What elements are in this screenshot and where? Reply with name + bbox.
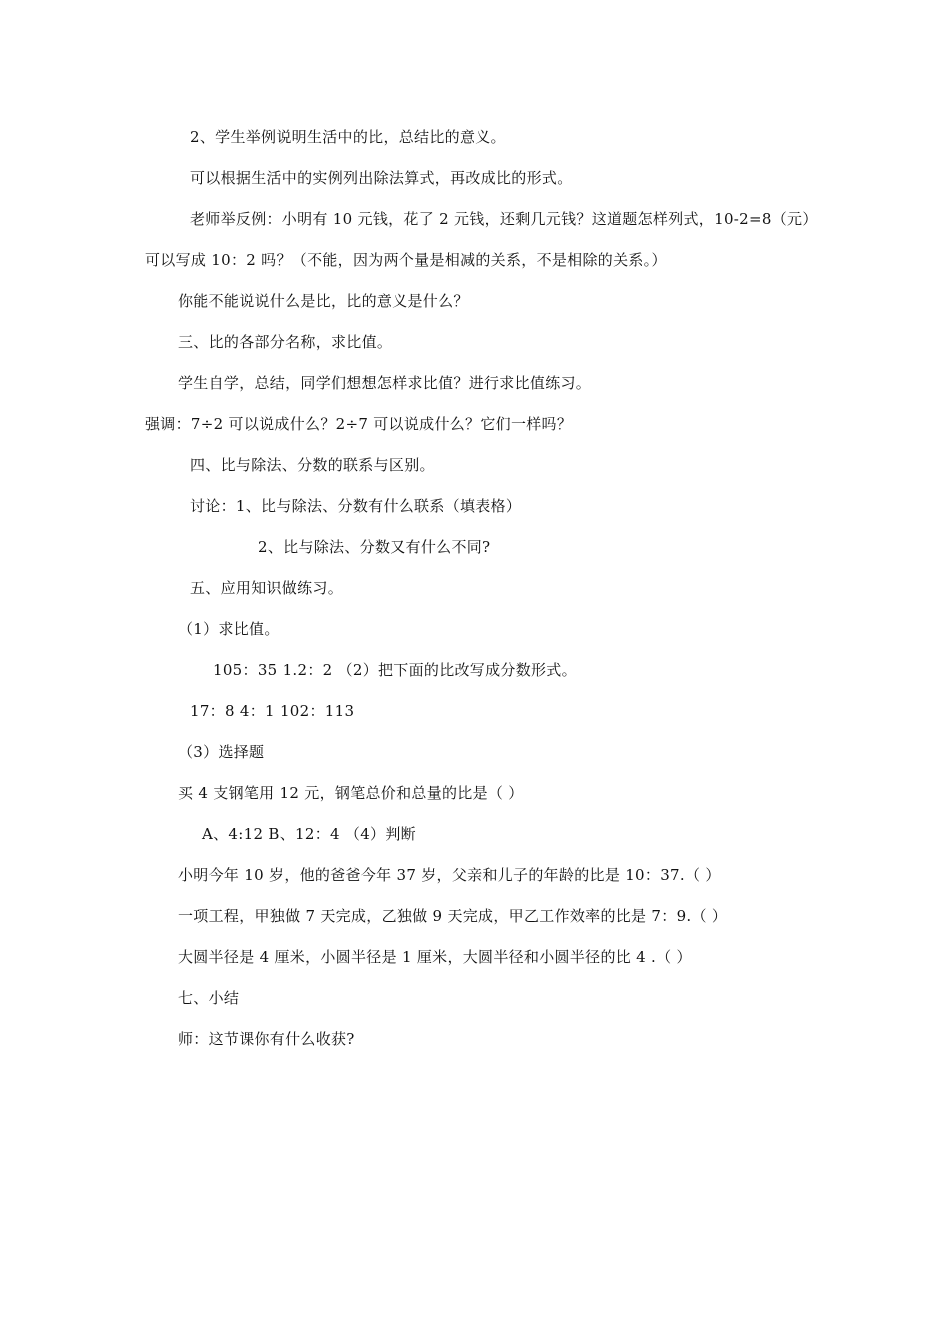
text-line: 105：35 1.2：2 （2）把下面的比改写成分数形式。 [213,661,577,679]
text-line: 2、比与除法、分数又有什么不同? [258,538,491,556]
section-heading: 四、比与除法、分数的联系与区别。 [190,456,435,474]
text-line: 可以根据生活中的实例列出除法算式，再改成比的形式。 [190,169,573,187]
text-line: 强调：7÷2 可以说成什么？2÷7 可以说成什么？它们一样吗？ [145,415,573,433]
text-line: 师：这节课你有什么收获? [178,1030,355,1048]
text-line: 可以写成 10：2 吗？（不能，因为两个量是相减的关系，不是相除的关系。） [145,251,667,269]
text-line: 2、学生举例说明生活中的比，总结比的意义。 [190,128,506,146]
section-heading: 五、应用知识做练习。 [190,579,344,597]
text-line: 你能不能说说什么是比，比的意义是什么？ [178,292,469,310]
text-line: （1）求比值。 [178,620,280,638]
text-line: 买 4 支钢笔用 12 元，钢笔总价和总量的比是（ ） [178,784,524,802]
text-line: 一项工程，甲独做 7 天完成，乙独做 9 天完成，甲乙工作效率的比是 7：9.（ ） [178,907,728,925]
text-line: 讨论：1、比与除法、分数有什么联系（填表格） [190,497,522,515]
text-line: 老师举反例：小明有 10 元钱，花了 2 元钱，还剩几元钱？这道题怎样列式，10-2=8（元） [190,210,818,228]
section-heading: 七、小结 [178,989,240,1007]
text-line: （3）选择题 [178,743,265,761]
section-heading: 三、比的各部分名称，求比值。 [178,333,393,351]
text-line: 小明今年 10 岁，他的爸爸今年 37 岁，父亲和儿子的年龄的比是 10：37.（ ） [178,866,721,884]
text-line: 学生自学，总结，同学们想想怎样求比值？进行求比值练习。 [178,374,592,392]
text-line: 17：8 4：1 102：113 [190,702,355,720]
text-line: A、4:12 B、12：4 （4）判断 [202,825,416,843]
text-line: 大圆半径是 4 厘米，小圆半径是 1 厘米，大圆半径和小圆半径的比 4 .（ ） [178,948,692,966]
